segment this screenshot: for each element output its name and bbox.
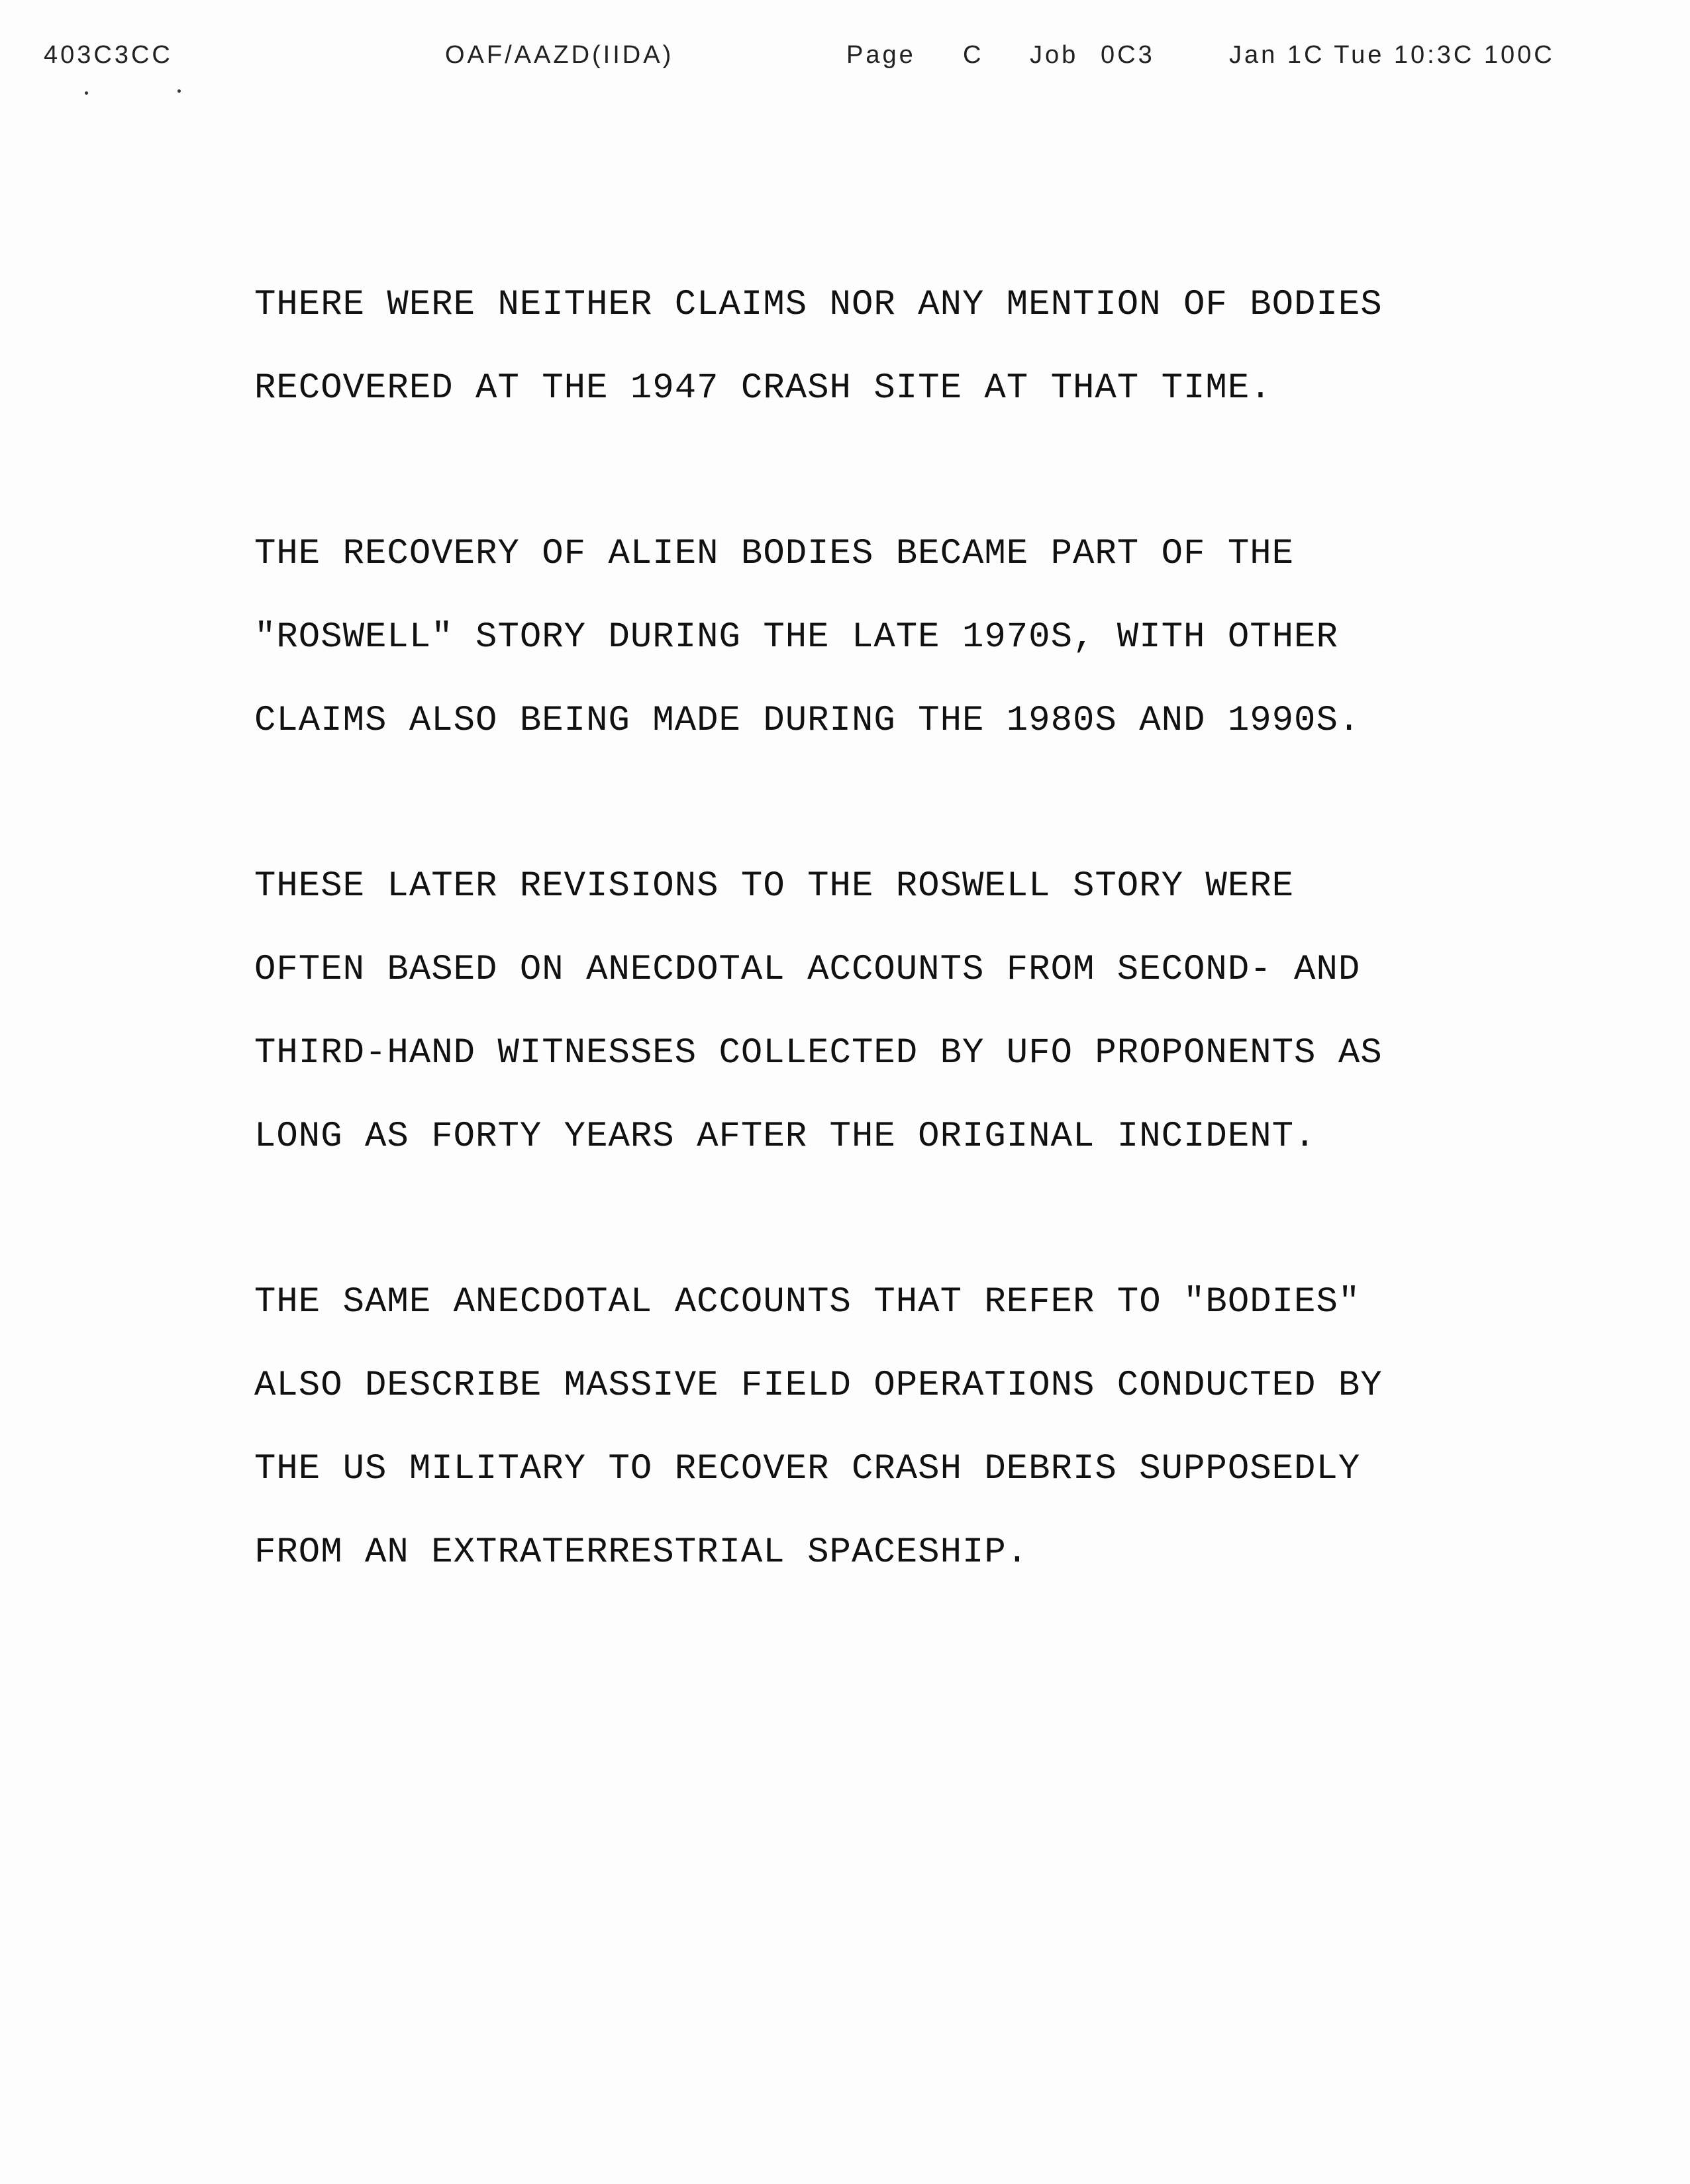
paragraph — [254, 845, 1599, 1179]
transmission-datetime: Jan 1C Tue 10:3C 100C — [1229, 41, 1555, 69]
paragraph — [254, 513, 1599, 763]
job-label: Job — [1030, 41, 1079, 69]
scan-speck — [85, 91, 88, 95]
text-line: THIRD-HAND WITNESSES COLLECTED BY UFO PROPONENTS AS — [254, 1033, 1383, 1073]
scan-speck — [177, 89, 181, 93]
text-line: CLAIMS ALSO BEING MADE DURING THE 1980S AND 1990S. — [254, 701, 1361, 741]
text-line: ALSO DESCRIBE MASSIVE FIELD OPERATIONS CONDUCTED BY — [254, 1365, 1383, 1406]
text-line: OFTEN BASED ON ANECDOTAL ACCOUNTS FROM SECOND- AND — [254, 950, 1361, 990]
paragraph — [254, 264, 1599, 430]
routing-code: OAF/AAZD(IIDA) — [445, 41, 674, 69]
job-number: 0C3 — [1101, 41, 1155, 69]
text-line: LONG AS FORTY YEARS AFTER THE ORIGINAL INCIDENT. — [254, 1117, 1317, 1157]
document-body — [254, 264, 1599, 1677]
document-id: 403C3CC — [44, 41, 173, 69]
page-label: Page — [846, 41, 916, 69]
text-line: THE US MILITARY TO RECOVER CRASH DEBRIS SUPPOSEDLY — [254, 1449, 1361, 1489]
text-line: THESE LATER REVISIONS TO THE ROSWELL STORY WERE — [254, 866, 1295, 907]
text-line: RECOVERED AT THE 1947 CRASH SITE AT THAT TIME. — [254, 368, 1272, 409]
text-line: THERE WERE NEITHER CLAIMS NOR ANY MENTION OF BODIES — [254, 285, 1383, 325]
text-line: THE SAME ANECDOTAL ACCOUNTS THAT REFER TO "BODIES" — [254, 1282, 1361, 1322]
page-number: C — [963, 41, 984, 69]
text-line: FROM AN EXTRATERRESTRIAL SPACESHIP. — [254, 1532, 1029, 1573]
text-line: "ROSWELL" STORY DURING THE LATE 1970S, WITH OTHER — [254, 617, 1338, 658]
text-line: THE RECOVERY OF ALIEN BODIES BECAME PART OF THE — [254, 534, 1295, 574]
paragraph — [254, 1261, 1599, 1595]
